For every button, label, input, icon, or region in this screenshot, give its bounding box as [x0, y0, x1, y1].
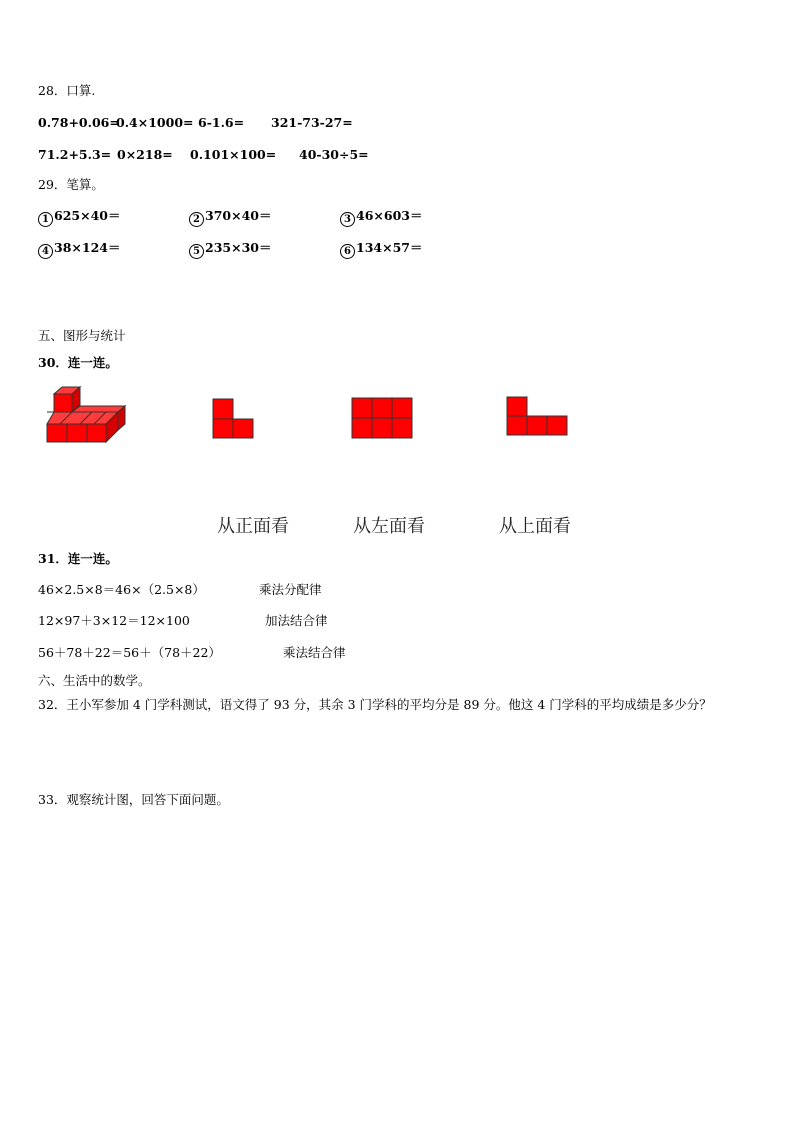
view-square [352, 398, 372, 418]
circled-number: 5 [189, 244, 204, 259]
oral-calc-item: 0.101×100= [190, 147, 277, 162]
oral-calc-item: 0×218= [117, 147, 173, 162]
question-32-text: 32．王小军参加 4 门学科测试，语文得了 93 分，其余 3 门学科的平均分是 89 分。他这 4 门学科的平均成绩是多少分？ [38, 697, 712, 712]
written-calc-expression: 46×603＝ [356, 208, 423, 223]
question-31-title: 31．连一连。 [38, 551, 118, 566]
question-33-text: 33．观察统计图，回答下面问题。 [38, 792, 229, 807]
view-square [392, 418, 412, 438]
view-shape-l [212, 398, 256, 440]
written-calc-item [340, 208, 422, 227]
section-5-title: 五、图形与统计 [38, 328, 126, 343]
cube-face [67, 424, 87, 442]
written-calc-expression: 625×40＝ [54, 208, 121, 223]
written-calc-item [38, 240, 120, 259]
oral-calc-item: 6-1.6= [198, 115, 245, 130]
circled-number: 3 [340, 212, 355, 227]
cube-face [47, 424, 67, 442]
law-name: 乘法分配律 [259, 582, 322, 597]
written-calc-expression: 38×124＝ [54, 240, 121, 255]
cube-face [54, 394, 72, 412]
circled-number: 1 [38, 212, 53, 227]
view-square [527, 416, 547, 435]
cube-face [72, 406, 125, 412]
equation-item: 12×97＋3×12＝12×100 [38, 613, 190, 628]
view-square [507, 397, 527, 416]
written-calc-expression: 370×40＝ [205, 208, 272, 223]
view-square [352, 418, 372, 438]
cube-face [87, 424, 106, 442]
equation-item: 56＋78＋22＝56＋（78＋22） [38, 645, 221, 660]
circled-number: 2 [189, 212, 204, 227]
written-calc-item [38, 208, 120, 227]
view-square [233, 419, 253, 438]
question-30-title: 30．连一连。 [38, 355, 118, 370]
view-square [507, 416, 527, 435]
oral-calc-item: 0.78+0.06= [38, 115, 120, 130]
oral-calc-item: 0.4×1000= [116, 115, 194, 130]
view-square [547, 416, 567, 435]
view-square [392, 398, 412, 418]
written-calc-item [189, 208, 271, 227]
view-shape-long-l [506, 396, 568, 436]
written-calc-item [340, 240, 422, 259]
section-6-title: 六、生活中的数学。 [38, 673, 151, 688]
written-calc-item [189, 240, 271, 259]
view-square [372, 398, 392, 418]
oral-calc-item: 40-30÷5= [299, 147, 369, 162]
question-28-title: 28．口算. [38, 83, 96, 98]
view-square [213, 399, 233, 419]
view-shape-rectangle [351, 397, 413, 439]
circled-number: 4 [38, 244, 53, 259]
written-calc-expression: 134×57＝ [356, 240, 423, 255]
view-label-left: 从左面看 [353, 516, 425, 537]
law-name: 乘法结合律 [283, 645, 346, 660]
law-name: 加法结合律 [265, 613, 328, 628]
oral-calc-item: 71.2+5.3= [38, 147, 112, 162]
oral-calc-item: 321-73-27= [271, 115, 353, 130]
circled-number: 6 [340, 244, 355, 259]
question-29-title: 29．笔算。 [38, 177, 104, 192]
written-calc-expression: 235×30＝ [205, 240, 272, 255]
view-label-top: 从上面看 [499, 516, 571, 537]
view-square [372, 418, 392, 438]
cube-solid-figure [46, 386, 126, 446]
view-label-front: 从正面看 [217, 516, 289, 537]
view-square [213, 419, 233, 438]
equation-item: 46×2.5×8＝46×（2.5×8） [38, 582, 205, 597]
